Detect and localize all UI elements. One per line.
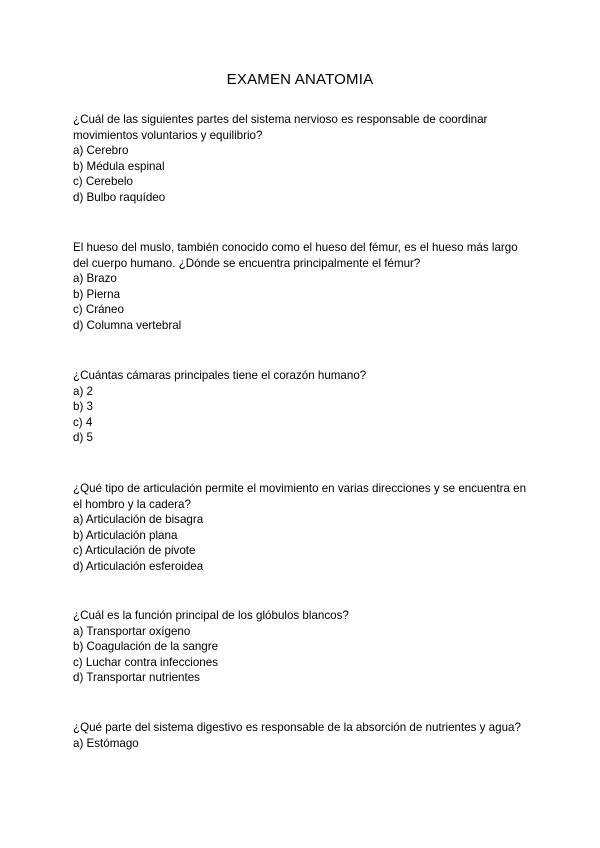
question-1 <box>73 112 533 206</box>
answer-option: b) Articulación plana <box>73 528 178 542</box>
answer-option: a) Brazo <box>73 272 117 286</box>
answer-option: c) Cerebelo <box>73 175 133 189</box>
answer-option: a) Cerebro <box>73 144 129 158</box>
question-text: ¿Cuál es la función principal de los glóbulos blancos? <box>73 609 349 622</box>
question-text: ¿Qué tipo de articulación permite el movimiento en varias direcciones y se encuentra en el hombro y la cadera? <box>73 482 527 511</box>
answer-option: d) Bulbo raquídeo <box>73 190 166 204</box>
question-text: ¿Cuál de las siguientes partes del sistema nervioso es responsable de coordinar movimientos voluntarios y equilibrio? <box>73 113 488 142</box>
question-5 <box>73 608 533 686</box>
question-3 <box>73 368 533 446</box>
answer-option: c) Luchar contra infecciones <box>73 655 218 669</box>
question-2 <box>73 240 533 334</box>
answer-option: b) Médula espinal <box>73 159 165 173</box>
question-6 <box>73 720 533 751</box>
answer-option: b) Pierna <box>73 287 121 301</box>
question-text: ¿Cuántas cámaras principales tiene el corazón humano? <box>73 369 367 382</box>
question-text: ¿Qué parte del sistema digestivo es responsable de la absorción de nutrientes y agua? <box>73 721 521 734</box>
answer-option: d) 5 <box>73 431 93 445</box>
question-text: El hueso del muslo, también conocido como el hueso del fémur, es el hueso más largo del cuerpo humano. ¿Dónde se encuentra principalmente el fémur? <box>73 241 518 270</box>
question-4 <box>73 481 533 575</box>
answer-option: d) Transportar nutrientes <box>73 671 200 685</box>
answer-option: b) 3 <box>73 400 93 414</box>
answer-option: a) Transportar oxígeno <box>73 624 191 638</box>
answer-option: d) Articulación esferoidea <box>73 559 204 573</box>
answer-option: a) Articulación de bisagra <box>73 513 204 527</box>
answer-option: a) Estómago <box>73 736 139 750</box>
answer-option: b) Coagulación de la sangre <box>73 640 219 654</box>
answer-option: c) Cráneo <box>73 303 124 317</box>
answer-option: a) 2 <box>73 384 93 398</box>
answer-option: c) Articulación de pivote <box>73 544 196 558</box>
answer-option: c) 4 <box>73 415 93 429</box>
page-title: EXAMEN ANATOMIA <box>226 71 374 88</box>
answer-option: d) Columna vertebral <box>73 318 182 332</box>
